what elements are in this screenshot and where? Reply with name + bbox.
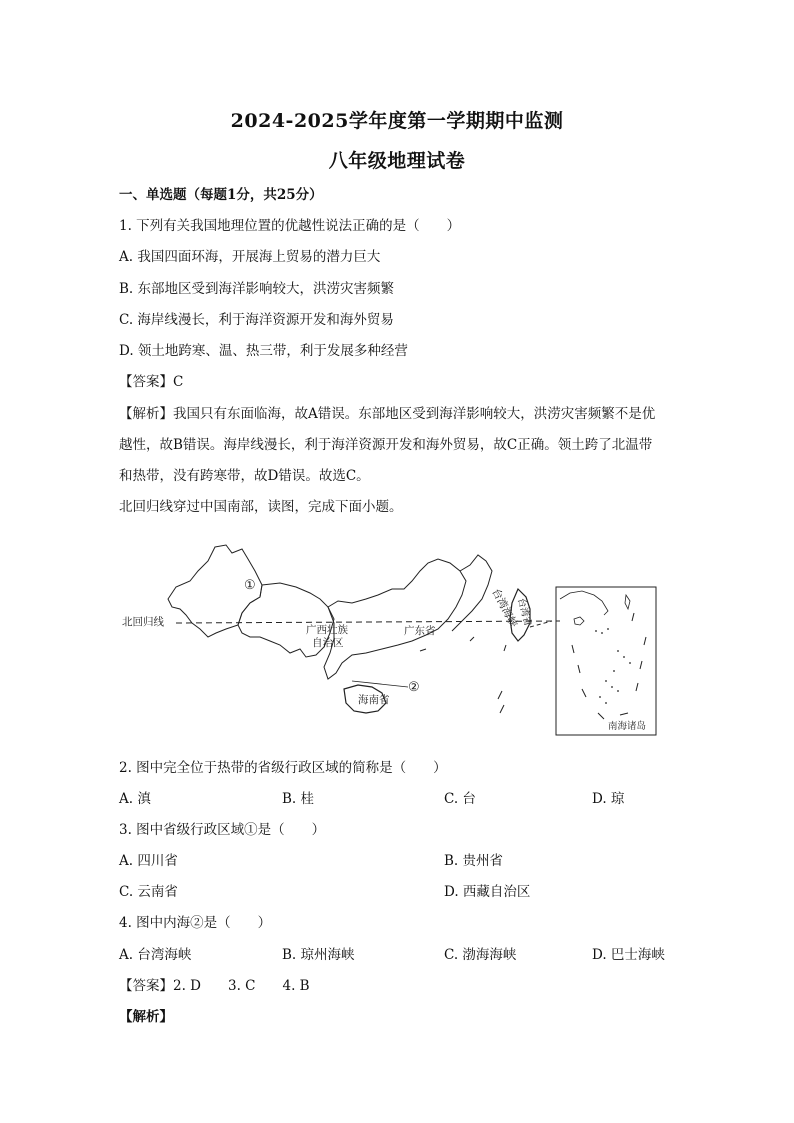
q2-option-c: C. 台 [444,791,476,807]
q3-option-a: A. 四川省 [119,853,178,869]
south-china-map [120,541,660,737]
inset-boundary-dashes [572,613,646,719]
inset-hainan [574,617,584,625]
q4-stem: 4. 图中内海②是（ ） [119,915,272,931]
q1-analysis-line2: 越性，故B错误。海岸线漫长，利于海洋资源开发和海外贸易，故C正确。领土跨了北温带 [119,437,653,453]
document-subtitle: 八年级地理试卷 [328,150,466,172]
analysis-heading: 【解析】 [119,1009,173,1025]
guangdong-label: 广东省 [404,625,436,637]
tropic-of-cancer-line [176,621,560,623]
taiwan-strait-label: 台湾海峡 [489,586,520,630]
q2-stem: 2. 图中完全位于热带的省级行政区域的简称是（ ） [119,760,447,776]
q4-option-a: A. 台湾海峡 [119,947,192,963]
tropic-label: 北回归线 [122,616,164,628]
south-china-sea-inset [556,587,656,735]
guangxi-label-2: 自治区 [312,637,344,649]
q4-option-d: D. 巴士海峡 [592,947,665,963]
q1-analysis-line1: 【解析】我国只有东面临海，故A错误。东部地区受到海洋影响较大，洪涝灾害频繁不是优 [119,406,656,422]
q2-option-a: A. 滇 [119,791,151,807]
q1-option-c: C. 海岸线漫长，利于海洋资源开发和海外贸易 [119,312,394,328]
q3-option-b: B. 贵州省 [444,853,504,869]
inset-taiwan [625,595,630,609]
q1-option-b: B. 东部地区受到海洋影响较大，洪涝灾害频繁 [119,281,395,297]
q1-answer: 【答案】C [119,374,184,390]
section-heading: 一、单选题（每题1分，共25分） [119,187,323,203]
q2-option-b: B. 桂 [282,791,315,807]
inset-islands [595,628,631,704]
document-title: 2024-2025学年度第一学期期中监测 [230,110,564,132]
marker2-pointer [352,681,408,687]
q4-option-b: B. 琼州海峡 [282,947,355,963]
q3-option-c: C. 云南省 [119,884,178,900]
q1-stem: 1. 下列有关我国地理位置的优越性说法正确的是（ ） [119,218,461,234]
guangdong-outline [324,559,466,679]
hainan-label: 海南省 [358,694,390,706]
q1-analysis-line3: 和热带，没有跨寒带，故D错误。故选C。 [119,468,370,484]
q3-option-d: D. 西藏自治区 [444,884,531,900]
q2-option-d: D. 琼 [592,791,625,807]
inset-label: 南海诸岛 [608,721,647,732]
coastal-islands [420,637,506,713]
q1-option-a: A. 我国四面环海，开展海上贸易的潜力巨大 [119,249,381,265]
q1-option-d: D. 领土地跨寒、温、热三带，利于发展多种经营 [119,343,408,359]
marker-1: ① [244,578,256,593]
answers-2-4: 【答案】2. D 3. C 4. B [119,978,310,994]
guangxi-label-1: 广西壮族 [306,624,348,636]
inset-coast [560,591,608,615]
coast-outline [452,555,492,631]
taiwan-province-label: 台湾省 [515,596,534,628]
q3-stem: 3. 图中省级行政区域①是（ ） [119,822,326,838]
q4-option-c: C. 渤海海峡 [444,947,517,963]
marker-2: ② [408,680,420,695]
map-intro: 北回归线穿过中国南部，读图，完成下面小题。 [119,499,403,515]
